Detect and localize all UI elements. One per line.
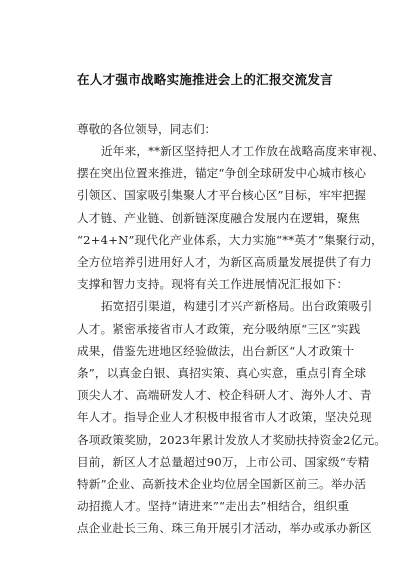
document-body bbox=[77, 118, 387, 540]
paragraph-line: 支撑和智力支持。现将有关工作进展情况汇报如下： bbox=[77, 277, 349, 292]
paragraph-line: 人才。紧密承接省市人才政策，充分吸纳原“三区”实践 bbox=[77, 321, 361, 336]
paragraph-line: 摆在突出位置来推进，锚定“争创全球研发中心城市核心 bbox=[77, 166, 367, 181]
paragraph-2 bbox=[77, 295, 387, 539]
paragraph-line: 年人才。指导企业人才积极申报省市人才政策，坚决兑现 bbox=[77, 410, 372, 425]
paragraph-line: 条”，以真金白银、真招实策、真心实意，重点引育全球 bbox=[77, 366, 367, 381]
paragraph-line: 特新”企业、高新技术企业均位居全国新区前三。举办活 bbox=[77, 477, 367, 492]
paragraph-line: 动招揽人才。坚持“请进来”“走出去”相结合，组织重 bbox=[77, 499, 350, 514]
paragraph-line: 人才链、产业链、创新链深度融合发展内在逻辑，聚焦 bbox=[77, 210, 361, 225]
paragraph-line: 目前，新区人才总量超过90万，上市公司、国家级“专精 bbox=[77, 454, 370, 469]
paragraph-line: “2+4+N”现代化产业体系，大力实施“**英才”集聚行动， bbox=[77, 232, 383, 247]
paragraph-line: 引领区、国家吸引集聚人才平台核心区”目标，牢牢把握 bbox=[77, 188, 367, 203]
paragraph-line: 顶尖人才、高端研发人才、校企科研人才、海外人才、青 bbox=[77, 388, 372, 403]
paragraph-line: 全方位培养引进用好人才，为新区高质量发展提供了有力 bbox=[77, 255, 372, 270]
paragraph-line: 成果，借鉴先进地区经验做法，出台新区“人才政策十 bbox=[77, 343, 355, 358]
paragraph-line: 点企业赴长三角、珠三角开展引才活动，举办或承办新区 bbox=[77, 521, 372, 536]
paragraph-line: 各项政策奖励，2023年累计发放人才奖励扶持资金2亿元。 bbox=[77, 432, 387, 447]
paragraph-line: 拓宽招引渠道，构建引才兴产新格局。出台政策吸引 bbox=[101, 299, 373, 314]
document-title: 在人才强市战略实施推进会上的汇报交流发言 bbox=[76, 72, 333, 87]
greeting: 尊敬的各位领导，同志们： bbox=[77, 122, 217, 136]
paragraph-line: 近年来，**新区坚持把人才工作放在战略高度来审视、 bbox=[101, 144, 385, 158]
paragraph-1 bbox=[77, 140, 385, 295]
